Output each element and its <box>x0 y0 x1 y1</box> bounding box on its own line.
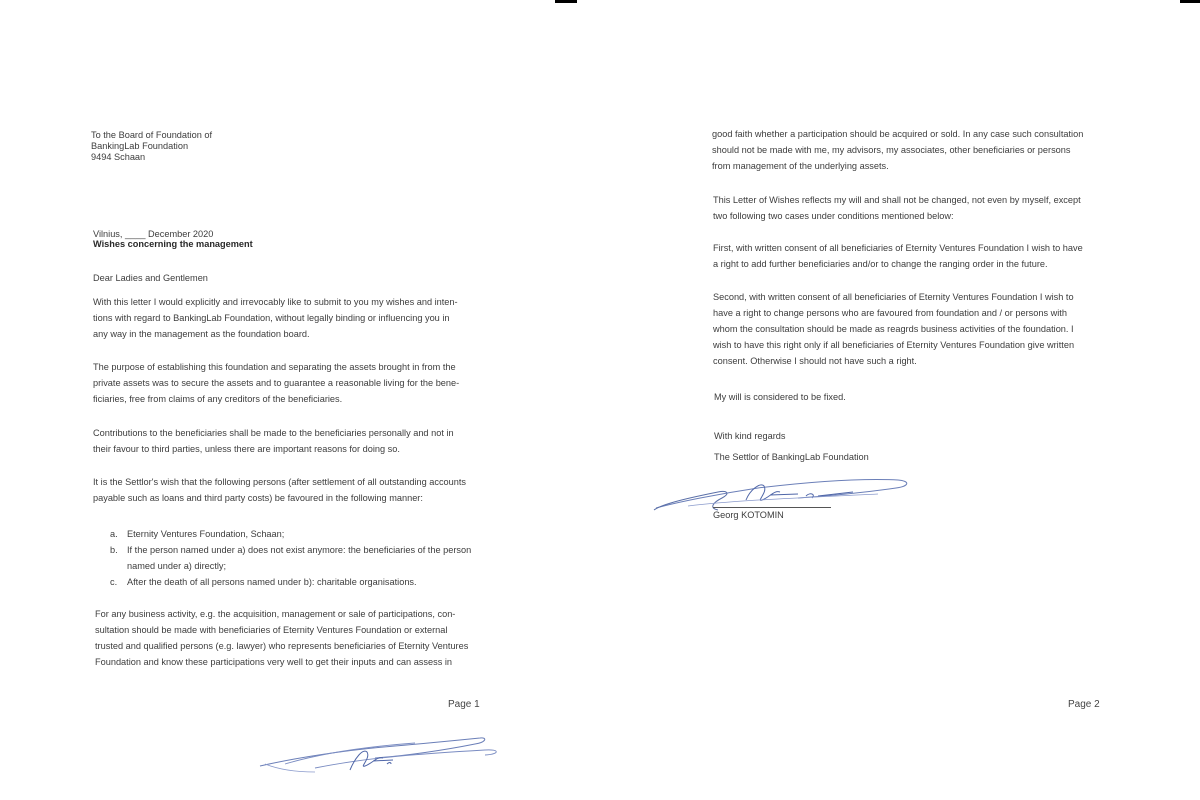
text-line: First, with written consent of all beneficiaries of Eternity Ventures Foundation I wish to have <box>713 243 1083 253</box>
text-line: consent. Otherwise I should not have such a right. <box>713 356 917 366</box>
place-date: Vilnius, ____ December 2020 <box>93 229 214 239</box>
text-line: Contributions to the beneficiaries shall be made to the beneficiaries personally and not in <box>93 428 454 438</box>
text-line: Eternity Ventures Foundation, Schaan; <box>127 529 285 539</box>
text-line: their favour to third parties, unless there are important reasons for doing so. <box>93 444 400 454</box>
text-line: named under a) directly; <box>127 561 227 571</box>
paragraph-1 <box>712 126 1092 174</box>
paragraph-3 <box>93 425 477 457</box>
paragraph-1 <box>93 294 477 342</box>
text-line: whom the consultation should be made as reagrds business activities of the foundation. I <box>713 324 1074 334</box>
closing-statement: My will is considered to be fixed. <box>714 392 846 402</box>
list-item <box>110 526 480 542</box>
text-line: two following two cases under conditions mentioned below: <box>713 211 954 221</box>
text-line: The purpose of establishing this foundation and separating the assets brought in from the <box>93 362 456 372</box>
recipient-line: 9494 Schaan <box>91 152 146 162</box>
recipient-line: To the Board of Foundation of <box>91 130 213 140</box>
recipient-address <box>91 130 212 163</box>
text-line: This Letter of Wishes reflects my will and shall not be changed, not even by myself, except <box>713 195 1081 205</box>
text-line: tions with regard to BankingLab Foundation, without legally binding or influencing you in <box>93 313 450 323</box>
paragraph-5 <box>95 606 477 670</box>
signature-image <box>255 728 505 776</box>
text-line: Second, with written consent of all beneficiaries of Eternity Ventures Foundation I wish to <box>713 292 1074 302</box>
text-line: good faith whether a participation should be acquired or sold. In any case such consultation <box>712 129 1084 139</box>
list-item <box>110 542 480 574</box>
text-line: With this letter I would explicitly and irrevocably like to submit to you my wishes and inten- <box>93 297 458 307</box>
text-line: from management of the underlying assets. <box>712 161 889 171</box>
text-line: Foundation and know these participations very well to get their inputs and can assess in <box>95 657 452 667</box>
beneficiary-list <box>110 526 480 590</box>
list-marker: c. <box>110 577 118 587</box>
text-line: a right to add further beneficiaries and/or to change the ranging order in the future. <box>713 259 1048 269</box>
text-line: wish to have this right only if all beneficiaries of Eternity Ventures Foundation give written <box>713 340 1075 350</box>
list-marker: b. <box>110 545 118 555</box>
scan-artifact <box>555 0 577 3</box>
text-line: any way in the management as the foundation board. <box>93 329 310 339</box>
text-line: If the person named under a) does not exist anymore: the beneficiaries of the person <box>127 545 472 555</box>
text-line: payable such as loans and third party costs) be favoured in the following manner: <box>93 493 423 503</box>
subject-line: Wishes concerning the management <box>93 239 253 249</box>
text-line: For any business activity, e.g. the acquisition, management or sale of participations, con- <box>95 609 456 619</box>
recipient-line: BankingLab Foundation <box>91 141 189 151</box>
signer-role: The Settlor of BankingLab Foundation <box>714 452 869 462</box>
text-line: trusted and qualified persons (e.g. lawyer) who represents beneficiaries of Eternity Ventures <box>95 641 469 651</box>
list-marker: a. <box>110 529 118 539</box>
paragraph-2 <box>713 192 1093 224</box>
paragraph-3 <box>713 240 1093 272</box>
letter-page-2 <box>600 0 1200 800</box>
paragraph-4 <box>93 474 477 506</box>
text-line: private assets was to secure the assets and to guarantee a reasonable living for the bene- <box>93 378 460 388</box>
text-line: have a right to change persons who are favoured from foundation and / or persons with <box>713 308 1067 318</box>
paragraph-4 <box>713 289 1093 369</box>
list-item <box>110 574 480 590</box>
page-number: Page 1 <box>448 699 480 710</box>
signer-name: Georg KOTOMIN <box>713 507 831 520</box>
page-number: Page 2 <box>1068 699 1100 710</box>
text-line: sultation should be made with beneficiaries of Eternity Ventures Foundation or external <box>95 625 448 635</box>
text-line: After the death of all persons named under b): charitable organisations. <box>127 577 417 587</box>
text-line: ficiaries, free from claims of any creditors of the beneficiaries. <box>93 394 343 404</box>
closing-greeting: With kind regards <box>714 431 786 441</box>
scan-artifact <box>1180 0 1200 3</box>
text-line: It is the Settlor's wish that the following persons (after settlement of all outstanding accounts <box>93 477 467 487</box>
text-line: should not be made with me, my advisors, my associates, other beneficiaries or persons <box>712 145 1071 155</box>
salutation: Dear Ladies and Gentlemen <box>93 273 208 283</box>
paragraph-2 <box>93 359 477 407</box>
